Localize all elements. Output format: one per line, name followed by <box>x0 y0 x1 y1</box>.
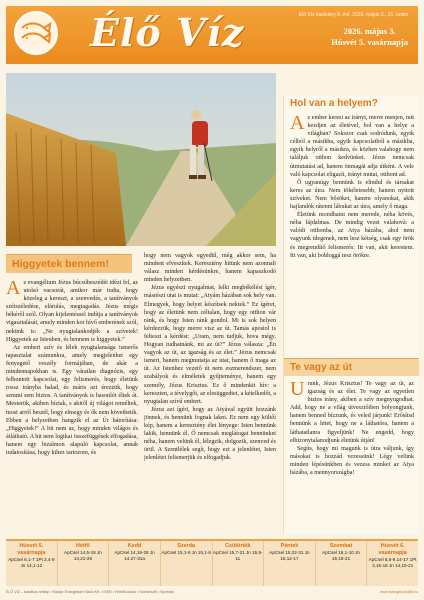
fish-logo-icon <box>14 11 58 55</box>
calendar-day <box>213 541 265 586</box>
calendar-readings: ApCsel 15,22-31 Jn 15,12-17 <box>269 550 310 561</box>
calendar-day-name: Húsvét 6. vasárnapja <box>378 543 407 556</box>
calendar-day-name: Kedd <box>127 543 142 549</box>
footer-website[interactable]: www.evangelium365.hu <box>380 590 418 594</box>
calendar-day <box>367 541 418 586</box>
calendar-day-name: Szerda <box>177 543 196 549</box>
footer <box>6 588 418 596</box>
right-article-p3: Életünk mondhatni nem merede, néha kövés, néha fájdalmas. De mindig vezet valahová: a valódi otthonba, az Atya házába, ahol nem vagyunk idegenek, nem lesz kétség, csak egy örök és megrendítő felismerés: Itt van, akit kerestem. Itt van, aki boldoggá tesz örökre. <box>290 212 414 259</box>
issue-date: 2026. május 3. <box>343 26 396 36</box>
issue-date-block <box>331 26 408 48</box>
calendar-day-name: Szombat <box>329 543 353 549</box>
left-article-heading: Higgyetek bennem! <box>6 254 132 273</box>
middle-article-body <box>144 252 276 536</box>
calendar-day <box>6 541 58 586</box>
calendar-day <box>316 541 368 586</box>
calendar-readings: ApCsel 14,19-28 Jn 14,27-31a <box>114 550 155 561</box>
calendar-readings: ApCsel 15,1-6 Jn 15,1-8 <box>161 550 211 555</box>
drop-cap: A <box>6 279 21 299</box>
right-article-heading: Hol van a helyem? <box>290 98 378 109</box>
drop-cap-right: A <box>290 114 305 134</box>
calendar-readings: ApCsel 14,5-18 Jn 14,21-26 <box>64 550 102 561</box>
calendar-day-name: Péntek <box>280 543 299 549</box>
calendar-readings: ApCsel 15,7-21 Jn 15,9-11 <box>213 550 263 561</box>
prayer-body <box>290 380 414 532</box>
calendar-day <box>109 541 161 586</box>
calendar-day <box>161 541 213 586</box>
right-article-p1: z ember keresi az irányt, merre menjen, mit kezdjen az életével, hol van a helye a világban? Sokszor csak sodródunk, egyik célból a másikba, egyik kapcsolatból a másikba, egyik helyről a másikra, és közben valahogy nem találjuk otthon kedvünket. Jézus nemcsak útmutatást ad, hanem önmagát adja útként. A vele való kapcsolat eligazít, irányt mutat, otthont ad. <box>290 115 414 178</box>
calendar-day-name: Hétfő <box>76 543 90 549</box>
calendar-readings: ApCsel 6,1-7 1Pt 2,4-9 Jn 14,1-12 <box>8 557 55 568</box>
masthead <box>6 6 418 64</box>
calendar-readings: ApCsel 8,5-8.14-17 1Pt 3,15-18 Jn 14,15-21 <box>368 557 417 568</box>
prayer-p1: runk, Jézus Krisztus! Te vagy az út, az igazság és az élet. Te vagy az egyetlen biztos irány, akiben a szív megnyugodhat. Add, hogy ne a világ útvesztőiben bolyongjunk, hanem benned bízzunk, és veled járjunk! Erősítsd bennünk a hitet, hogy ne a láthatóra, hanem a láthatatlanra figyeljünk! Ne engedd, hogy elbizonytalanodjunk életünk útján! <box>290 381 414 444</box>
weekly-readings-calendar <box>6 539 418 586</box>
edition-info: Élő Víz kiadvány 8. évf. 2026. május 3., 21. szám <box>298 12 408 18</box>
hiker-wheat-field-photo <box>6 73 276 246</box>
right-column <box>283 96 419 534</box>
right-article-p2: Ő ugyanúgy bennünk is elindul és társakat keres az útra. Nem tökéletesebb, hanem nyitott szíveket. Nem bősöket, hanem olyanokat, akik hajlandók rátenni lábukat az útra, amely ő maga. <box>290 179 414 211</box>
middle-article-p3: Jézus azt ígéri, hogy az Atyával együtt hozzánk jönnek, és bennünk fognak lakni. Ez nem egy költői kép, hanem a keresztény élet lényege: Isten bennünk lakik, bennünk él. Ő nemcsak meglátogat bennünket néha, hanem velünk él, lélegzik, dolgozik, szenved és örül. A Szentlélek segít, hogy ezt a jelenlétet, Isten jelenlétet felismerjük és elfogadjuk. <box>144 406 276 462</box>
middle-article-p1: hogy nem vagyok egyedül, még akkor sem, ha mindent elveszítek. Keresztény hitünk nem azonnali válasz minden kérdésünkre, hanem kapaszkodó minden helyzetben. <box>144 253 276 284</box>
calendar-day <box>58 541 110 586</box>
newsletter-title: Élő Víz <box>90 10 245 55</box>
calendar-day <box>264 541 316 586</box>
middle-article-p2: Jézus egyészt nyugalmat, lelki megbékélést ígér, másrészt utat is mutat: „Atyám házában sok hely van. Elmegyek, hogy helyet készítsek nektek.” Ez ígéret, hogy az életünk nem céltalan, hogy egy otthon vár ránk, és hogy Isten ránk gondol. Mi is sok helyen kérdezzük, hogy merre visz az út. Tamás apostol is felteszi a kérdést: „Uram, nem tudjuk, hova mégy. Hogyan tudhatnánk, mi az út?” Jézus válasza: „Én vagyok az út, az igazság és az élet.” Jézus nemcsak ismeri, hanem megmutatja az utat, hanem ő maga az út. Az Istenhez vezető út nem eszmerendszer, nem szabályok és elméletek gyűjteménye, hanem egy személy, Jézus Krisztus. Ez ő mindenkit hív: a kereszten, a tévelygőt, az elesüggedtet, a kételkedőt, a nyugtalan szívű embert. <box>144 285 276 405</box>
prayer-heading: Te vagy az út <box>284 358 419 376</box>
drop-cap-prayer: U <box>290 380 305 400</box>
left-article-body <box>6 279 138 535</box>
prayer-p2: Segíts, hogy mi magunk is útra váljunk, így másokat is hozzád vezessünk! Légy velünk minden lépésünkben és vezess minket az Atya házába, a mennyországba! <box>290 445 414 477</box>
footer-imprint: ÉLŐ VÍZ – katolikus hetilap • Kiadja: Evangelium Kiadó Kft. • ISSN • Felelős kiadó • Szerkesztő • Nyomda <box>6 590 174 594</box>
calendar-day-name: Húsvét 5. vasárnapja <box>17 543 46 556</box>
right-article-body <box>290 114 414 342</box>
left-article-p2: Az emberi szív és lélek nyugtalansága ismerős tapasztalat számunkra, amely megjelenhet egy fenyegető veszély formájában, de akár a mindennapokban is. Egy váratlan diagnózis, egy felbontott kapcsolat, egy felismerés, hogy életünk rossz irányba halad, és máris azt érezzük, hogy semmi sem biztos. A tanítványok is hasonlót éltek át. Mesterük, akiben bíztak, s akitől új világot reméltek, most arról beszél, hogy elmegy és ők nem követhetik. Ebben a helyzetben hangzik el az Úr bátorítása: „Higgyetek!” A hit nem az, hogy minden világos és átlátható. A hit nem logikai összefüggések elfogadása, hanem egy bizalmon alapuló kapcsolat, annak tudatosítása, hogy kihez tartozom, és <box>6 344 138 456</box>
liturgical-day: Húsvét 5. vasárnapja <box>331 37 408 47</box>
left-article-p1: z evangélium Jézus búcsúbeszédét idézi fel, az utolsó vacsorát, amikor már tudta, hogy közeleg a kereszt, a szenvedés, a tanítványok szétszéledése, elárulás, megtagadás. Jézus mégis békéről szól. Olyan kijelentéssel indítja a tanítványok vigasztalását, amely minden kor hívő emberének szól, nekünk is: „Ne nyugtalankodjék a szívetek! Higgyetek az Istenben, és bennem is higgyetek.” <box>6 280 138 343</box>
calendar-day-name: Csütörtök <box>225 543 251 549</box>
calendar-readings: ApCsel 16,1-10 Jn 15,18-21 <box>322 550 360 561</box>
